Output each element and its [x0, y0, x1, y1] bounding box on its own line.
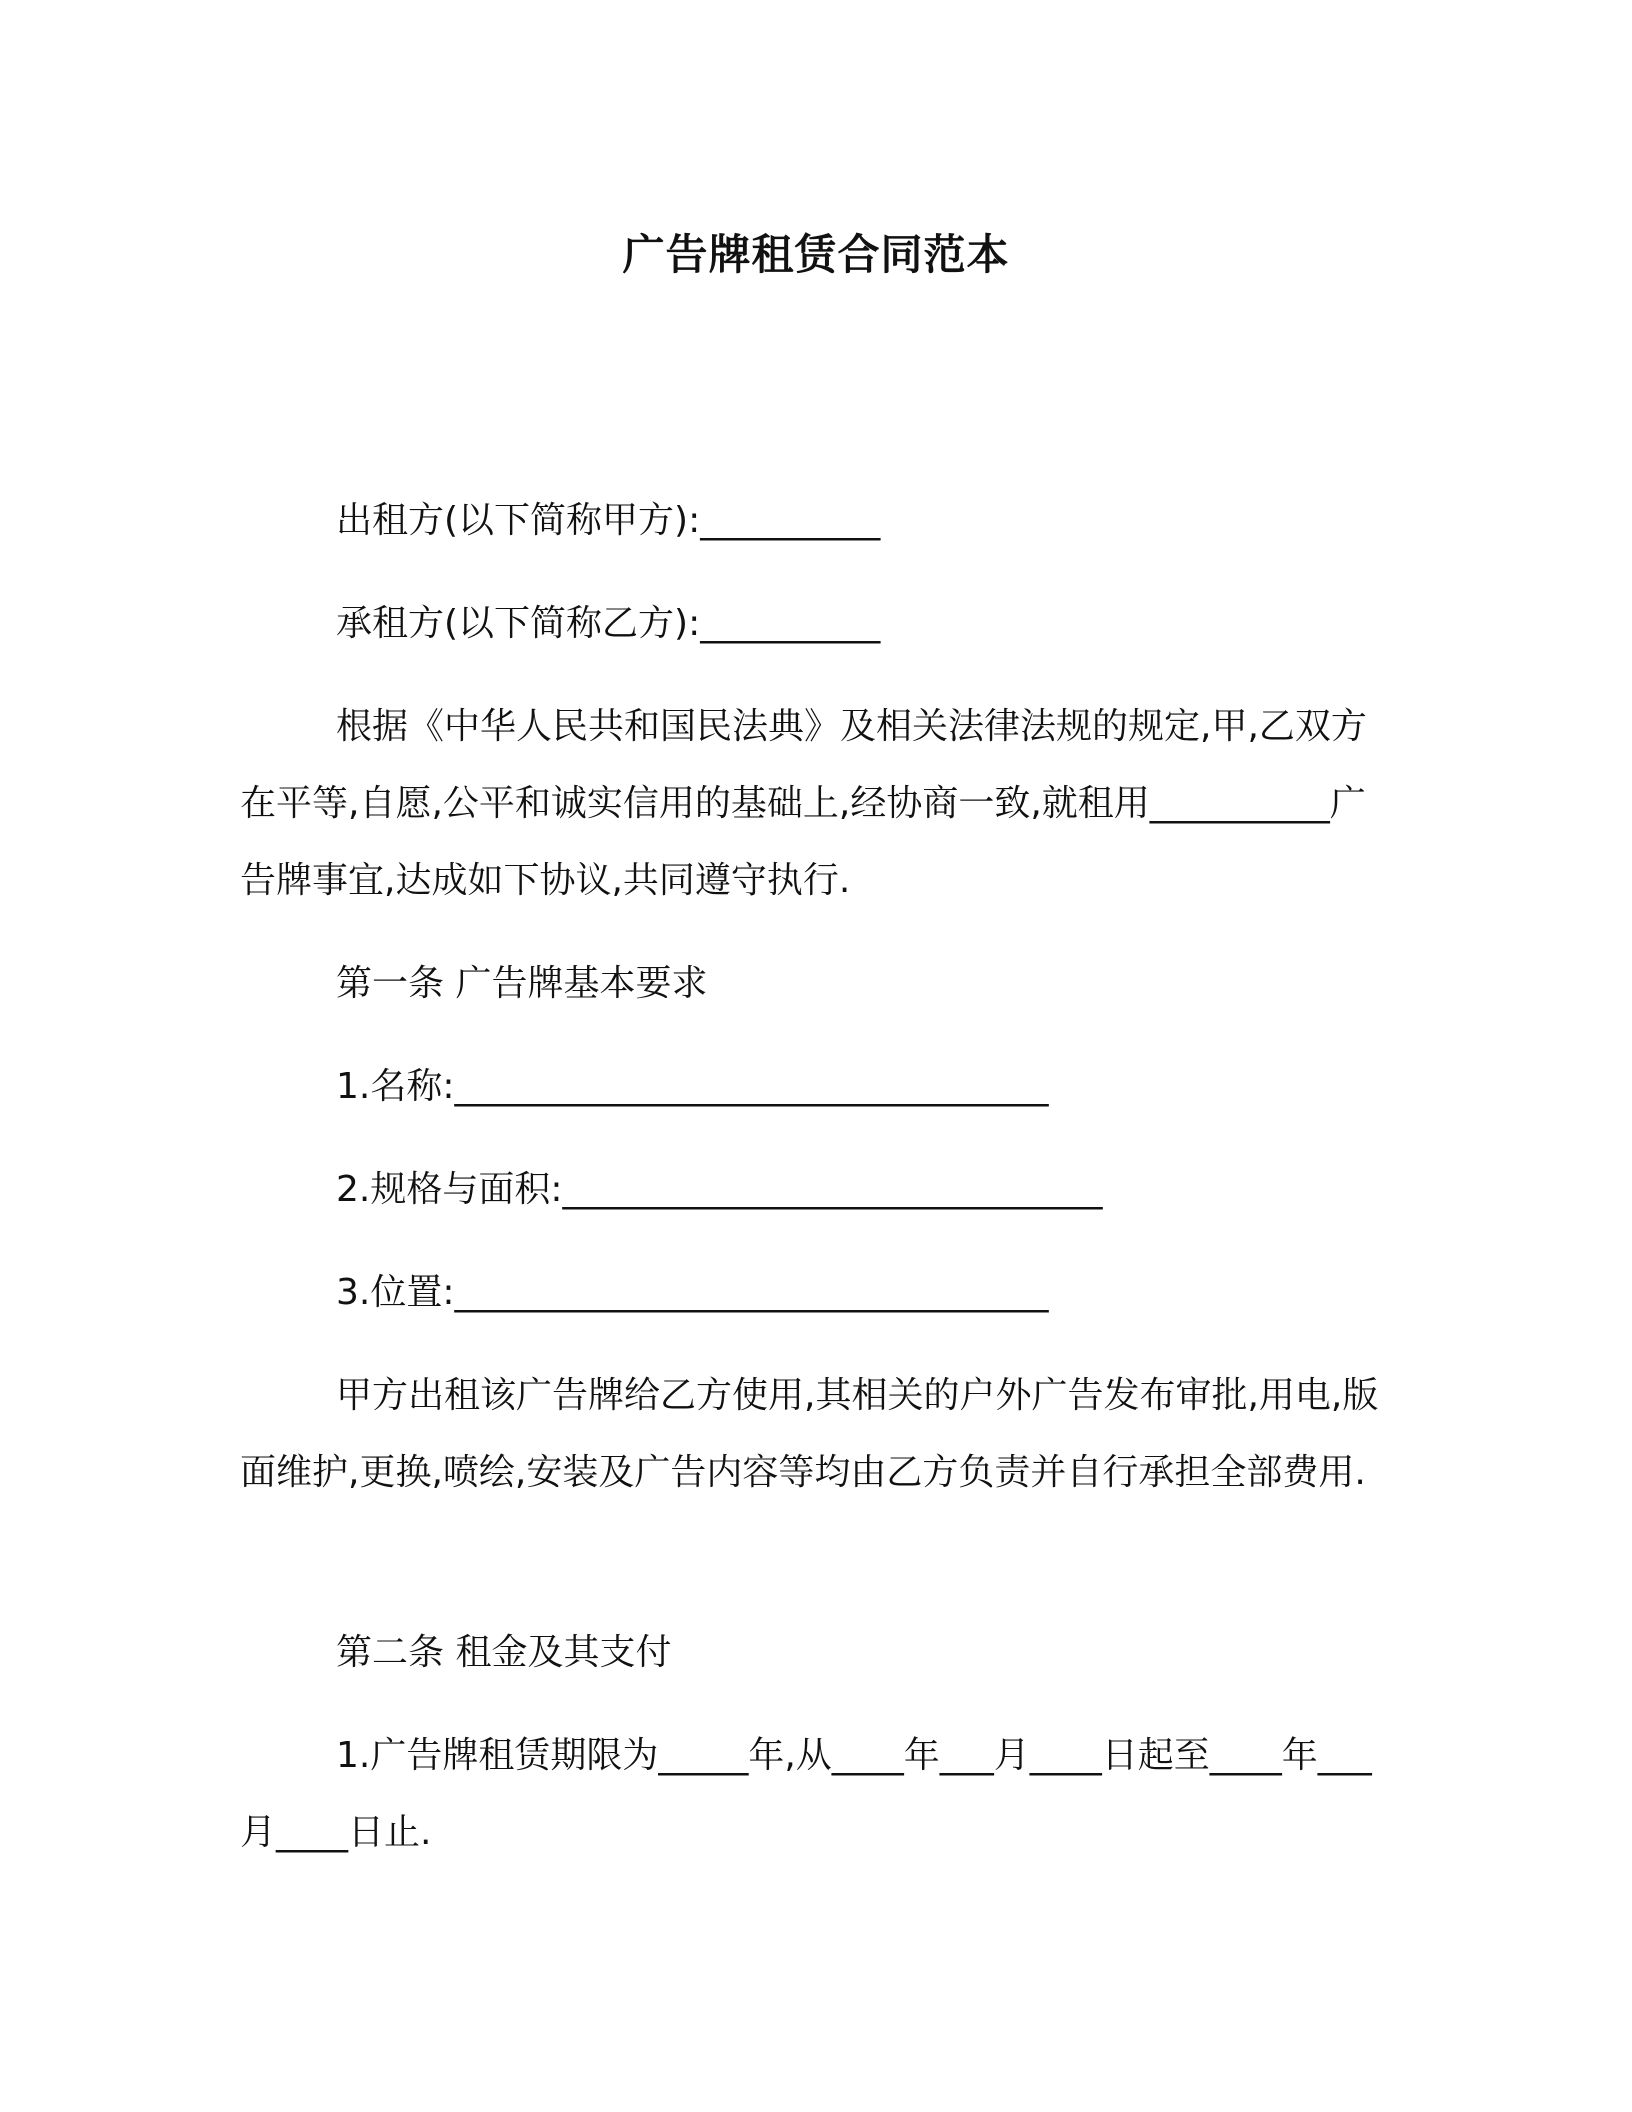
preamble-paragraph: 根据《中华人民共和国民法典》及相关法律法规的规定,甲,乙双方在平等,自愿,公平和诚实信用的基础上,经协商一致,就租用__________广告牌事宜,达成如下协议,共同遵守执行.: [240, 706, 1367, 901]
article1-body-paragraph: 甲方出租该广告牌给乙方使用,其相关的户外广告发布审批,用电,版面维护,更换,喷绘,安装及广告内容等均由乙方负责并自行承担全部费用.: [240, 1375, 1379, 1493]
item-name-line: 1.名称:_________________________________: [336, 1066, 1049, 1107]
document-title: 广告牌租赁合同范本: [622, 230, 1010, 279]
lessor-line: 出租方(以下简称甲方):__________: [336, 500, 881, 541]
item-spec-line: 2.规格与面积:______________________________: [336, 1169, 1103, 1210]
term-paragraph: 1.广告牌租赁期限为_____年,从____年___月____日起至____年___月____日止.: [240, 1735, 1372, 1853]
lessee-line: 承租方(以下简称乙方):__________: [336, 603, 881, 644]
article1-heading: 第一条 广告牌基本要求: [336, 963, 708, 1004]
item-location-line: 3.位置:_________________________________: [336, 1272, 1049, 1313]
article2-heading: 第二条 租金及其支付: [336, 1632, 672, 1673]
